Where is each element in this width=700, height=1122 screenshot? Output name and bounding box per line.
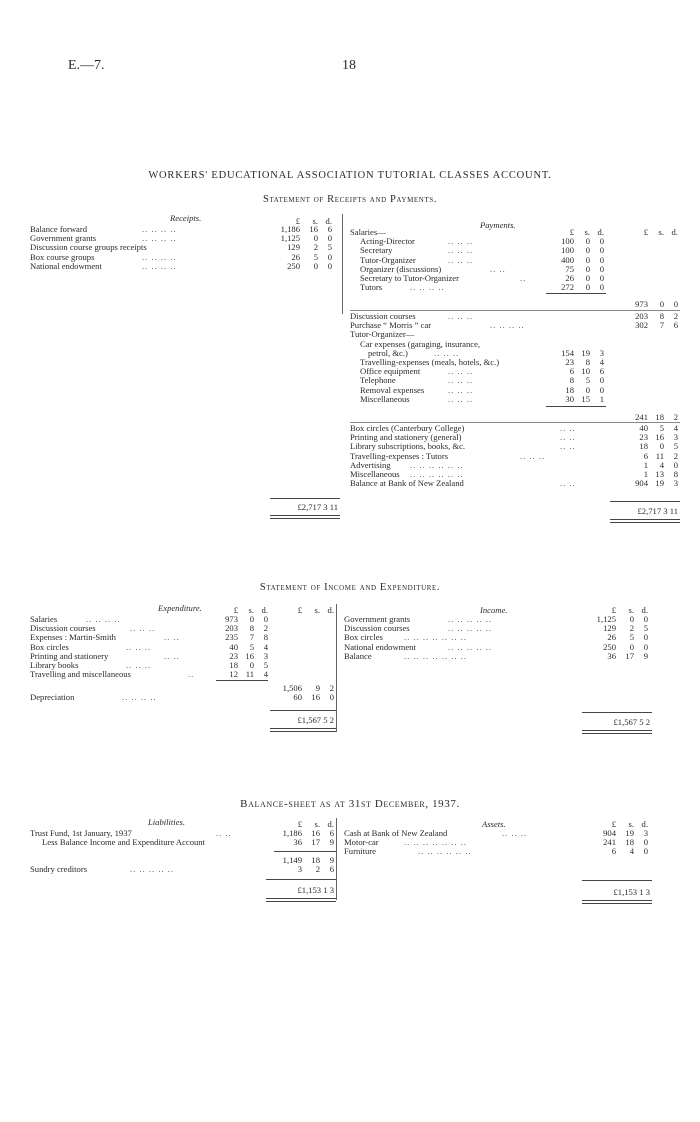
liabilities-list	[30, 829, 336, 847]
receipt-row: Discussion course groups receipts 129 2 5	[30, 242, 332, 253]
receipts-payments-table	[30, 214, 680, 524]
receipt-row: Government grants .. .. .. .. 1,125 0 0	[30, 233, 332, 244]
tutor-row: Office equipment .. .. .. 6 10 6	[360, 366, 604, 377]
income-expenditure-table: Expenditure. Income. £ s. d. £ s. d. Salaries .. .. .. .. 973 0 0 Discussion courses .. .. .. 203 8 2 Expenses : Martin-Smith .. .. 235 7 8 Box circles .. .. .. 40 5 4 Printing and stationery .. .. 23 16 3 Library books .. .. .. 18 0 5 Travelling and miscellaneous .. 12 11 4 1,506 9 2 Depreciation .. .. .. .. 60 16 0 £1,567 5 2 £ s. d. Government grants .. .. .. .. .. 1,125 0 0 Discussion courses .. .. .. .. .. 129 2 5 Box circles .. .. .. .. .. .. .. 26 5 0 National endowment .. .. .. .. .. 250 0 0 Balance .. .. .. .. .. .. .. 36 17 9 £1,567 5 2	[30, 604, 680, 744]
balance-sheet-table: Liabilities. Assets. £ s. d. Trust Fund, 1st January, 1937 .. .. 1,186 16 6 Less Balance Income and Expenditure Account 36 17 9 1,149 18 9 Sundry creditors .. .. .. .. .. 3 2 6 £1,153 1 3 £ s. d. Cash at Bank of New Zealand .. .. .. 904 19 3 Motor-car .. .. .. .. .. .. .. 241 18 0 Furniture .. .. .. .. .. .. 6 4 0 £1,153 1 3	[30, 818, 680, 918]
salaries-total-row: 973 0 0	[635, 299, 678, 309]
expenditure-row: Expenses : Martin-Smith .. .. 235 7 8	[30, 632, 268, 643]
tutor-row: Miscellaneous .. .. .. 30 15 1	[360, 393, 604, 404]
asset-row: Cash at Bank of New Zealand .. .. .. 904 19 3	[344, 828, 648, 838]
payments-list: Salaries— £ s. d. £ s. d. Acting-Director .. .. .. 100 0 0 Secretary .. .. .. 100 0 0 Tutor-Organizer .. .. .. 400 0 0 Organizer (discussions) .. .. 75 0 0 Secretary to Tutor-Organizer .. 26 0 0 Tutors .. .. .. .. 272 0 0	[350, 227, 678, 293]
assets-total: £1,153 1 3	[613, 887, 650, 897]
salary-row: Organizer (discussions) .. .. 75 0 0	[360, 263, 604, 274]
payment-row: Discussion courses .. .. .. 203 8 2	[350, 311, 678, 321]
liabilities-heading: Liabilities.	[148, 817, 186, 827]
tutor-row: Travelling-expenses (meals, hotels, &c.) 23 8 4	[360, 356, 604, 367]
expenditure-row: Box circles .. .. .. 40 5 4	[30, 641, 268, 652]
income-row: Discussion courses .. .. .. .. .. 129 2 5	[344, 623, 648, 634]
account-title: WORKERS' EDUCATIONAL ASSOCIATION TUTORIAL CLASSES ACCOUNT.	[148, 170, 552, 181]
payment-row: Printing and stationery (general) .. .. 23 16 3	[350, 432, 678, 443]
payment-row: Advertising .. .. .. .. .. .. 1 4 0	[350, 459, 678, 470]
page-number: 18	[342, 58, 356, 73]
receipts-total: £2,717 3 11	[297, 502, 338, 512]
receipt-row: National endowment .. .. .. .. 250 0 0	[30, 260, 332, 271]
tutor-organizer-heading: Tutor-Organizer—	[350, 329, 415, 340]
salary-row: Tutor-Organizer .. .. .. 400 0 0	[360, 254, 604, 265]
net-row: 1,149 18 9	[282, 855, 334, 865]
liabilities-total: £1,153 1 3	[297, 885, 334, 895]
income-total: £1,567 5 2	[613, 717, 650, 727]
asset-row: Motor-car .. .. .. .. .. .. .. 241 18 0	[344, 837, 648, 848]
tutor-total-row: 241 18 2	[635, 412, 678, 422]
salaries-heading: Salaries—	[350, 227, 386, 237]
payments-total: £2,717 3 11	[637, 506, 678, 516]
payment-row: Balance at Bank of New Zealand .. .. 904 19 3	[350, 478, 678, 489]
expenditure-row: Travelling and miscellaneous .. 12 11 4	[30, 669, 268, 680]
balance-sheet-heading: Balance-sheet as at 31st December, 1937.	[240, 798, 460, 810]
receipt-row: Balance forward .. .. .. .. 1,186 16 6	[30, 224, 332, 234]
payment-row: Box circles (Canterbury College) .. .. 40 5 4	[350, 423, 678, 433]
shilling-sign: s.	[312, 216, 318, 226]
asset-row: Furniture .. .. .. .. .. .. 6 4 0	[344, 846, 648, 857]
salary-row: Secretary .. .. .. 100 0 0	[360, 245, 604, 256]
income-heading: Income.	[480, 605, 508, 615]
payment-row: Library subscriptions, books, &c. .. .. 18 0 5	[350, 441, 678, 452]
expenditure-list	[30, 615, 336, 679]
salary-row: Tutors .. .. .. .. 272 0 0	[360, 282, 604, 293]
salary-row: Secretary to Tutor-Organizer .. 26 0 0	[360, 272, 604, 283]
depreciation-row: Depreciation .. .. .. .. 60 16 0	[30, 692, 334, 703]
expenditure-subtotal-row: 1,506 9 2	[282, 683, 334, 693]
pound-sign: £	[295, 216, 300, 226]
tutor-row: petrol, &c.) .. .. .. 154 19 3	[368, 347, 604, 358]
liability-row: Sundry creditors .. .. .. .. .. 3 2 6	[30, 864, 334, 875]
expenditure-total: £1,567 5 2	[297, 715, 334, 725]
receipts-list	[30, 225, 340, 271]
other-payments	[350, 424, 680, 488]
receipt-row: Box course groups .. .. .. .. 26 5 0	[30, 251, 332, 262]
assets-heading: Assets.	[482, 819, 506, 829]
expenditure-row: Library books .. .. .. 18 0 5	[30, 659, 268, 670]
page-ref: E.—7.	[68, 58, 105, 73]
payment-row: Miscellaneous .. .. .. .. .. .. 1 13 8	[350, 468, 678, 479]
income-expenditure-heading: Statement of Income and Expenditure.	[259, 582, 441, 593]
receipts-heading: Receipts.	[170, 213, 202, 223]
expenditure-row: Salaries .. .. .. .. 973 0 0	[30, 614, 268, 624]
liability-row: Less Balance Income and Expenditure Account 36 17 9	[42, 837, 334, 848]
expenditure-row: Discussion courses .. .. .. 203 8 2	[30, 623, 268, 634]
receipts-payments-heading: Statement of Receipts and Payments.	[262, 194, 438, 205]
car-expenses-label: Car expenses (garaging, insurance,	[360, 338, 481, 349]
expenditure-heading: Expenditure.	[158, 603, 202, 613]
payment-row: Travelling-expenses : Tutors .. .. .. 6 11 2	[350, 450, 678, 461]
salary-row: Acting-Director .. .. .. 100 0 0	[360, 236, 604, 247]
income-row: Government grants .. .. .. .. .. 1,125 0 0	[344, 614, 648, 624]
income-list	[344, 615, 654, 661]
tutor-row: Telephone .. .. .. 8 5 0	[360, 375, 604, 386]
expenditure-row: Printing and stationery .. .. 23 16 3	[30, 650, 268, 661]
payment-row: Purchase “ Morris ” car .. .. .. .. 302 7 6	[350, 320, 678, 331]
pence-sign: d.	[325, 216, 332, 226]
income-row: Box circles .. .. .. .. .. .. .. 26 5 0	[344, 632, 648, 643]
payments-heading: Payments.	[480, 220, 516, 230]
income-row: National endowment .. .. .. .. .. 250 0 0	[344, 641, 648, 652]
tutor-row: Removal expenses .. .. .. 18 0 0	[360, 384, 604, 395]
income-row: Balance .. .. .. .. .. .. .. 36 17 9	[344, 650, 648, 661]
assets-list	[344, 829, 654, 857]
liability-row: Trust Fund, 1st January, 1937 .. .. 1,186 16 6	[30, 828, 334, 838]
